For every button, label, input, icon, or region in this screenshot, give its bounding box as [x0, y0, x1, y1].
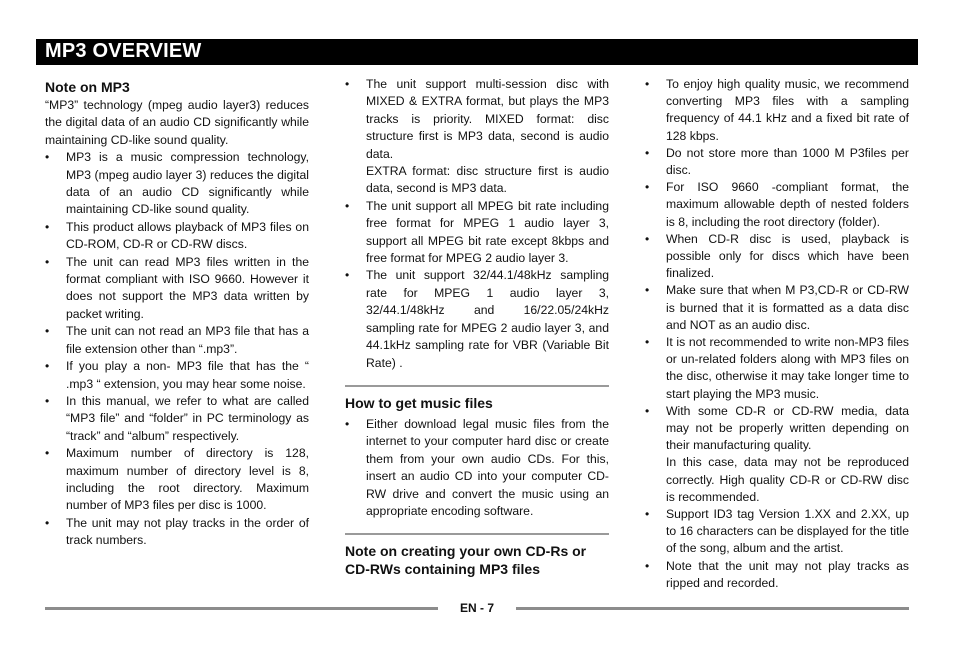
footer-rule-right: [516, 607, 909, 610]
list-item: [645, 403, 909, 506]
list-item-text: The unit support multi-session disc with MIXED & EXTRA format, but plays the MP3 tracks is priority. MIXED format: disc structure first is MP3 data, second is audio data.: [366, 77, 609, 161]
list-item: • In this manual, we refer to what are called “MP3 file” and “folder” in PC terminology as “track” and “album” respectively.: [45, 393, 309, 445]
column-3: [645, 76, 909, 592]
list-item: • MP3 is a music compression technology, MP3 (mpeg audio layer 3) reduces the digital data of an audio CD significantly while maintaining CD-like sound quality.: [45, 149, 309, 219]
section-divider: [345, 385, 609, 387]
support-list: [345, 76, 609, 372]
music-files-list: [345, 416, 609, 520]
page-title: MP3 OVERVIEW: [45, 40, 202, 62]
list-item: • The unit support 32/44.1/48kHz sampling rate for MPEG 1 audio layer 3, 32/44.1/48kHz and 16/22.05/24kHz sampling rate for MPEG 2 audio layer 3, and 44.1kHz sampling rate for VBR (Variable Bit Rate) .: [345, 267, 609, 371]
list-item: • Note that the unit may not play tracks as ripped and recorded.: [645, 558, 909, 592]
list-item: • Either download legal music files from the internet to your computer hard disc or create them from your own audio CDs. For this, insert an audio CD into your computer CD-RW drive and convert the music using an appropriate encoding software.: [345, 416, 609, 520]
creating-cds-list: [645, 76, 909, 592]
list-item: • Do not store more than 1000 M P3files per disc.: [645, 145, 909, 179]
note-list: [45, 149, 309, 549]
list-item: • Make sure that when M P3,CD-R or CD-RW is burned that it is formatted as a data disc and NOT as an audio disc.: [645, 282, 909, 334]
page-header-bar: [36, 39, 918, 65]
list-item: • This product allows playback of MP3 files on CD-ROM, CD-R or CD-RW discs.: [45, 219, 309, 254]
column-1: [45, 76, 309, 550]
list-item: • For ISO 9660 -compliant format, the maximum allowable depth of nested folders is 8, including the root directory (folder).: [645, 179, 909, 231]
list-item: • The unit may not play tracks in the order of track numbers.: [45, 515, 309, 550]
section-heading-creating-cds: Note on creating your own CD-Rs or CD-RWs containing MP3 files: [345, 543, 587, 578]
list-item-extra: In this case, data may not be reproduced correctly. High quality CD-R or CD-RW disc is recommended.: [666, 455, 909, 504]
list-item: • To enjoy high quality music, we recommend converting MP3 files with a sampling frequency of 44.1 kHz and a fixed bit rate of 128 kbps.: [645, 76, 909, 145]
section-heading-note-on-mp3: Note on MP3: [45, 79, 130, 95]
list-item: • The unit support all MPEG bit rate including free format for MPEG 1 audio layer 3, support all MPEG bit rate except 8kbps and free format for MPEG 2 audio layer 3.: [345, 198, 609, 268]
list-item: • The unit can not read an MP3 file that has a file extension other than “.mp3”.: [45, 323, 309, 358]
list-item: • Maximum number of directory is 128, maximum number of directory level is 8, including the root directory. Maximum number of MP3 files per disc is 1000.: [45, 445, 309, 515]
list-item: • If you play a non- MP3 file that has the “ .mp3 “ extension, you may hear some noise.: [45, 358, 309, 393]
list-item: [345, 76, 609, 198]
section-heading-how-to-get-music-files: How to get music files: [345, 394, 493, 411]
list-item: • Support ID3 tag Version 1.XX and 2.XX, up to 16 characters can be displayed for the title of the song, album and the artist.: [645, 506, 909, 558]
list-item: • The unit can read MP3 files written in the format compliant with ISO 9660. However it does not support the MP3 data written by packet writing.: [45, 254, 309, 324]
column-2: [345, 76, 609, 582]
list-item-extra: EXTRA format: disc structure first is audio data, second is MP3 data.: [366, 164, 609, 196]
intro-paragraph: “MP3” technology (mpeg audio layer3) reduces the digital data of an audio CD significantly while maintaining CD-like sound quality.: [45, 98, 309, 147]
list-item: • When CD-R disc is used, playback is possible only for discs which have been finalized.: [645, 231, 909, 283]
section-divider: [345, 533, 609, 535]
list-item: • It is not recommended to write non-MP3 files or un-related folders along with MP3 files on the disc, otherwise it may take longer time to start playing the MP3 music.: [645, 334, 909, 403]
list-item-text: With some CD-R or CD-RW media, data may not be properly written depending on their manufacturing quality.: [666, 403, 909, 453]
footer-rule-left: [45, 607, 438, 610]
page-number: EN - 7: [459, 601, 494, 615]
